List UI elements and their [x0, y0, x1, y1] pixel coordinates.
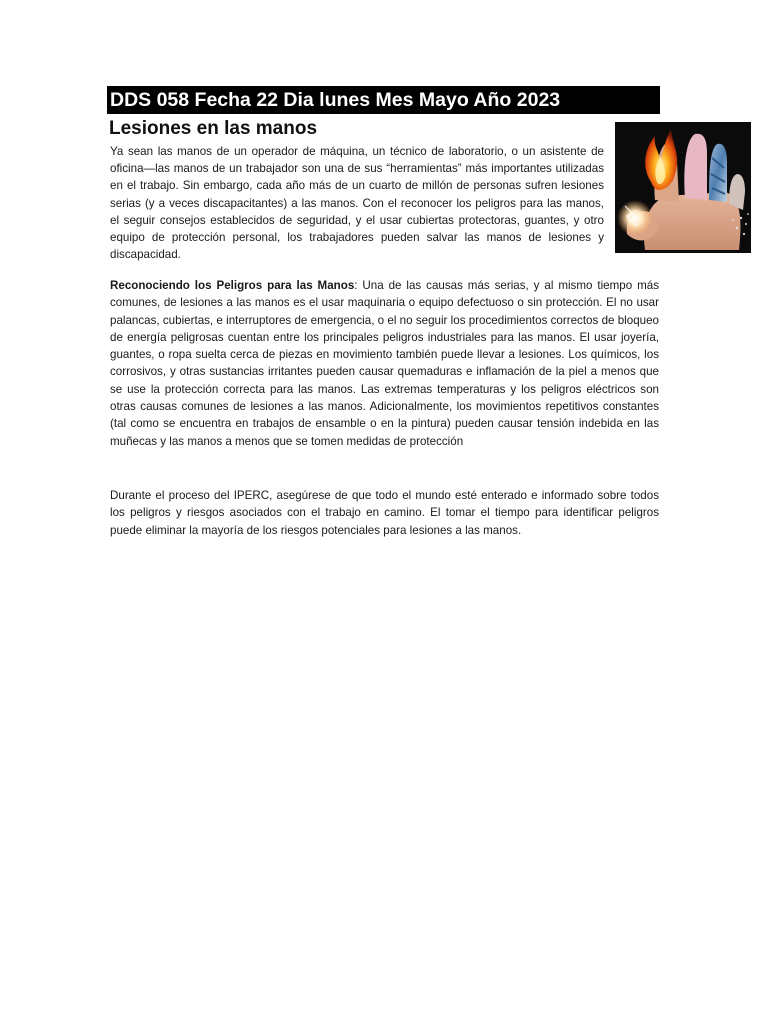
hazards-text: : Una de las causas más serias, y al mismo tiempo más comunes, de lesiones a las manos es el usar maquinaria o equipo defectuoso o sin protección. El no usar palancas, cubiertas, e interruptores de emergencia, o el no seguir los procedimientos correctos de bloqueo de energía peligrosas cuentan entre los principales peligros industriales para las manos. El usar joyería, guantes, o ropa suelta cerca de piezas en movimiento también puede llevar a lesiones. Los químicos, los corrosivos, y otras sustancias irritantes pueden causar quemaduras e inflamación de la piel a menos que se use la protección correcta para las manos. Las extremas temperaturas y los peligros eléctricos son otras causas comunes de lesiones a las manos. Adicionalmente, los movimientos repetitivos constantes (tal como se encuentra en trabajos de ensamble o en la pintura) pueden causar tensión indebida en las muñecas y las manos a menos que se tomen medidas de protección	[110, 279, 659, 448]
intro-paragraph: Ya sean las manos de un operador de máquina, un técnico de laboratorio, o un asistente de oficina—las manos de un trabajador son una de sus “herramientas” más importantes utilizadas en el trabajo. Sin embargo, cada año más de un cuarto de millón de personas sufren lesiones serias (y a veces discapacitantes) a las manos. Con el reconocer los peligros para las manos, el seguir consejos establecidos de seguridad, y el usar cubiertas protectoras, guantes, y otro equipo de protección personal, los trabajadores pueden salvar las manos de lesiones y discapacidad.	[110, 145, 604, 262]
hazards-paragraph	[110, 277, 659, 450]
hand-hazards-image	[615, 122, 751, 253]
spark-glow-shape	[617, 200, 653, 236]
header-title: DDS 058 Fecha 22 Dia lunes Mes Mayo Año 2023	[107, 86, 660, 114]
closing-paragraph: Durante el proceso del IPERC, asegúrese de que todo el mundo esté enterado e informado sobre todos los peligros y riesgos asociados con el trabajo en camino. El tomar el tiempo para identificar peligros puede eliminar la mayoría de los riesgos potenciales para lesiones a las manos.	[110, 489, 659, 537]
hazards-lead: Reconociendo los Peligros para las Manos	[110, 279, 355, 292]
article-title: Lesiones en las manos	[109, 118, 318, 139]
